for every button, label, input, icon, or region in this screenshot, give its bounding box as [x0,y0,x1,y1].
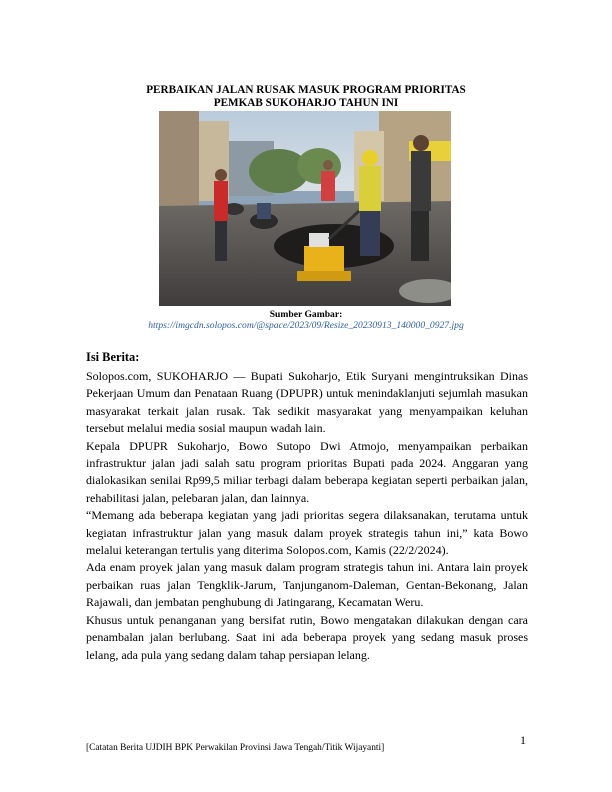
road-repair-photo [159,111,451,306]
paragraph-5: Khusus untuk penanganan yang bersifat rutin, Bowo mengatakan dilakukan dengan cara penambalan jalan berlubang. Saat ini ada beberapa proyek yang sedang masuk proses lelang, ada pula yang sedang dalam tahap persiapan lelang. [86,612,528,662]
paragraph-3: “Memang ada beberapa kegiatan yang jadi prioritas segera dilaksanakan, terutama untuk kegiatan infrastruktur jalan yang masuk dalam proyek strategis tahun ini,” kata Bowo melalui keterangan tertulis yang diterima Solopos.com, Kamis (22/2/2024). [86,508,528,558]
page-footer: [Catatan Berita UJDIH BPK Perwakilan Provinsi Jawa Tengah/Titik Wijayanti] [86,743,385,753]
article-title [60,84,552,110]
title-line-1: PERBAIKAN JALAN RUSAK MASUK PROGRAM PRIORITAS [146,84,466,96]
title-line-2: PEMKAB SUKOHARJO TAHUN INI [213,97,399,109]
section-heading: Isi Berita: [86,350,140,364]
page-number: 1 [520,733,526,747]
image-source-link[interactable]: https://imgcdn.solopos.com/@space/2023/09/Resize_20230913_140000_0927.jpg [148,320,464,331]
article-body [86,368,528,664]
image-caption-label: Sumber Gambar: [269,309,343,320]
paragraph-4: Ada enam proyek jalan yang masuk dalam program strategis tahun ini. Antara lain proyek perbaikan ruas jalan Tengklik-Jarum, Tanjunganom-Daleman, Gentan-Bekonang, Jalan Rajawali, dan jembatan penghubung di Jatingarang, Kecamatan Weru. [86,560,528,610]
paragraph-1: Solopos.com, SUKOHARJO — Bupati Sukoharjo, Etik Suryani mengintruksikan Dinas Pekerjaan Umum dan Penataan Ruang (DPUPR) untuk menindaklanjuti sejumlah masukan masyarakat terkait jalan rusak. Tak sedikit masyarakat yang menyampaikan keluhan tersebut melalui media sosial maupun wadah lain. [86,369,528,436]
paragraph-2: Kepala DPUPR Sukoharjo, Bowo Sutopo Dwi Atmojo, menyampaikan perbaikan infrastruktur jalan jadi salah satu program prioritas Bupati pada 2024. Anggaran yang dialokasikan senilai Rp99,5 miliar terbagi dalam beberapa kegiatan seperti perbaikan jalan, rehabilitasi jalan, pelebaran jalan, dan lainnya. [86,438,528,505]
